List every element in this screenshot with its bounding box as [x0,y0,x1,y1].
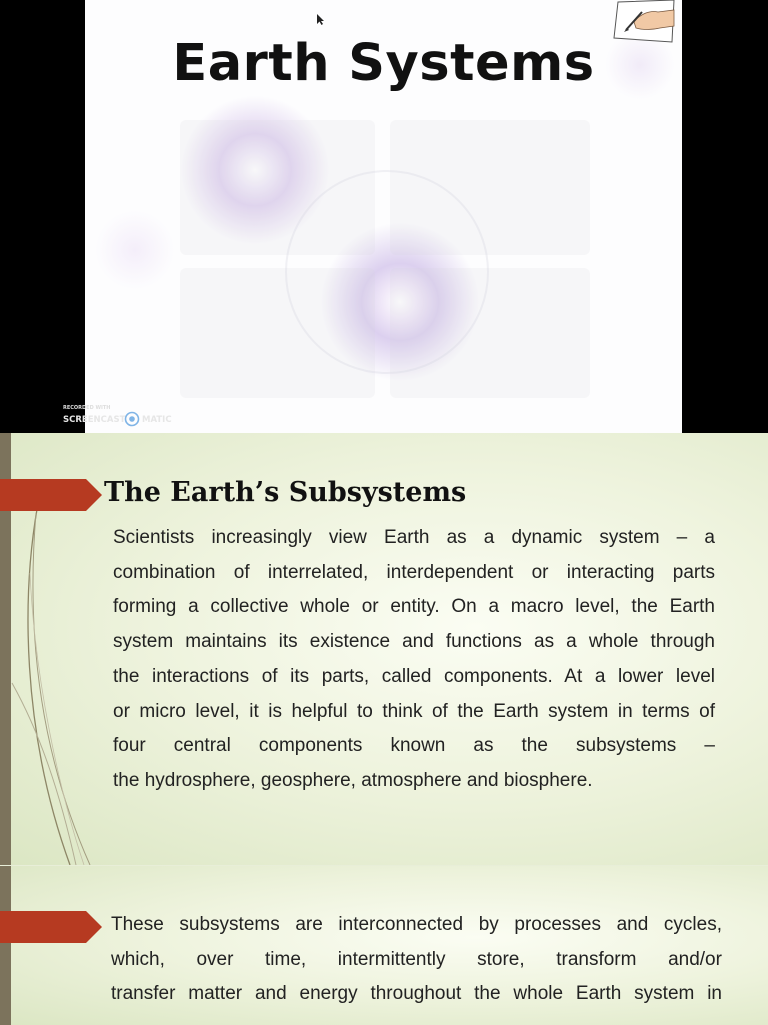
paragraph-arrow-marker [0,911,102,943]
paragraph-word: interconnected [338,914,464,935]
paragraph-line [113,521,715,556]
paragraph-word: subsystems [179,914,280,935]
watermark-line1: RECORDED WITH [63,405,111,411]
paragraph-word: store, [477,948,525,970]
paragraph-word: view [328,527,367,548]
paragraph-word: known [390,735,446,757]
slide-heading: The Earth’s Subsystems [104,477,467,508]
writing-hand-icon [612,0,676,44]
paragraph-word: central [173,735,231,757]
slide2-paragraph [111,908,722,1012]
paragraph-word: components [258,735,363,757]
paragraph-word: as [473,735,494,757]
paragraph-word: intermittently [337,948,446,970]
paragraph-word: time, [265,948,307,970]
paragraph-word: processes [514,914,601,935]
paragraph-line: forming a collective whole or entity. On a macro level, the Earth [113,596,715,618]
mouse-cursor-icon [317,14,325,26]
paragraph-line: transfer matter and energy throughout the whole Earth system in [111,983,722,1005]
screencast-matic-watermark [62,403,174,427]
paragraph-word: as [446,527,467,548]
paragraph-word: system [599,527,660,548]
heading-arrow-marker [0,479,102,511]
paragraph-word: the [521,735,548,757]
paragraph-word: are [295,914,323,935]
paragraph-line: system maintains its existence and functions as a whole through [113,631,715,653]
slide-interconnections [0,865,768,1025]
watermark-screencast: SCREENCAST [63,415,126,425]
paragraph-word: subsystems [576,735,677,757]
paragraph-word: four [113,735,146,757]
paragraph-word: transform [556,948,637,970]
paragraph-word: cycles, [663,914,722,935]
paragraph-word: – [704,735,715,757]
paragraph-word: a [483,527,495,548]
paragraph-word: and [616,914,649,935]
paragraph-line: the hydrosphere, geosphere, atmosphere and biosphere. [113,769,593,791]
paragraph-word: – [676,527,688,548]
decorative-orb [95,210,175,290]
faded-globe [285,170,489,374]
video-player[interactable] [0,0,768,433]
paragraph-word: over [196,948,234,970]
paragraph-word: Earth [384,527,430,548]
paragraph-line: combination of interrelated, interdependent or interacting parts [113,561,715,583]
paragraph-line: the interactions of its parts, called components. At a lower level [113,665,715,687]
slide1-paragraph [113,521,715,799]
paragraph-word: a [704,527,715,548]
paragraph-line [113,729,715,764]
paragraph-word: which, [111,948,165,970]
paragraph-word: Scientists [113,527,195,548]
paragraph-word: and/or [668,948,722,970]
paragraph-line: or micro level, it is helpful to think of the Earth system in terms of [113,700,715,722]
paragraph-line [111,908,722,943]
slide-title: Earth Systems [172,34,595,93]
watermark-matic: MATIC [142,415,172,425]
paragraph-word: dynamic [511,527,583,548]
slide-earth-subsystems [0,433,768,865]
paragraph-word: increasingly [211,527,312,548]
paragraph-word: by [478,914,499,935]
video-slide [85,0,682,433]
slide-left-bar [0,866,11,1025]
paragraph-word: These [111,914,164,935]
paragraph-line [111,943,722,978]
